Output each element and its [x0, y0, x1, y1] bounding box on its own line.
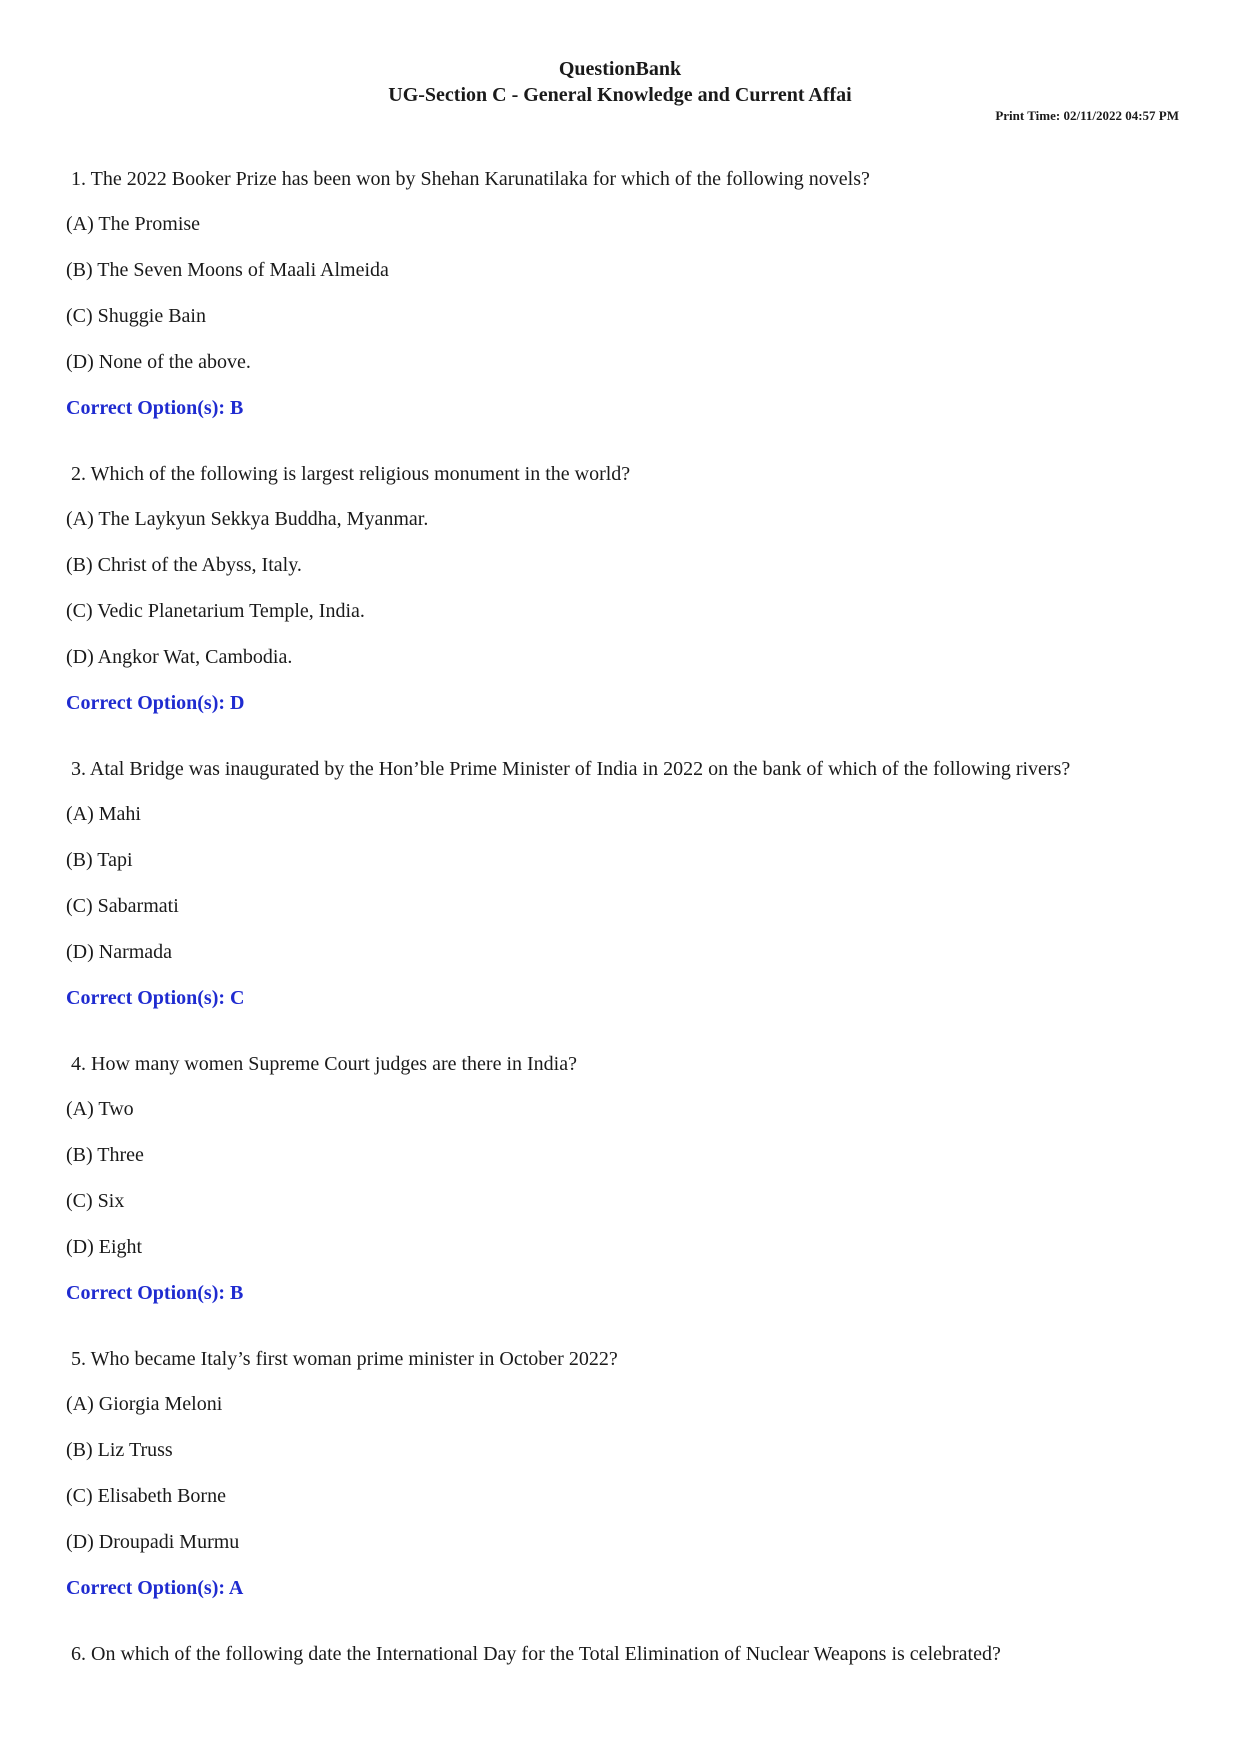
option-a: (A) Giorgia Meloni — [66, 1393, 223, 1415]
question-text: 4. How many women Supreme Court judges are there in India? — [71, 1053, 577, 1075]
option-c: (C) Six — [66, 1190, 125, 1212]
option-c: (C) Vedic Planetarium Temple, India. — [66, 600, 365, 622]
question-text: 6. On which of the following date the International Day for the Total Elimination of Nuclear Weapons is celebrated? — [71, 1643, 1001, 1665]
option-b: (B) Three — [66, 1144, 144, 1166]
option-b: (B) Liz Truss — [66, 1439, 173, 1461]
question-2 — [66, 461, 1186, 716]
page-title: QuestionBank — [558, 58, 682, 80]
question-6 — [66, 1641, 1186, 1667]
question-4 — [66, 1051, 1186, 1306]
option-b: (B) Tapi — [66, 849, 133, 871]
option-c: (C) Sabarmati — [66, 895, 179, 917]
option-b: (B) The Seven Moons of Maali Almeida — [66, 259, 389, 281]
question-list — [66, 166, 1186, 1686]
option-a: (A) The Laykyun Sekkya Buddha, Myanmar. — [66, 508, 429, 530]
question-text: 5. Who became Italy’s first woman prime minister in October 2022? — [71, 1348, 618, 1370]
option-d: (D) Droupadi Murmu — [66, 1531, 240, 1553]
correct-option: Correct Option(s): B — [66, 397, 244, 419]
correct-option: Correct Option(s): D — [66, 692, 245, 714]
correct-option: Correct Option(s): C — [66, 987, 245, 1009]
question-1 — [66, 166, 1186, 421]
page-subtitle: UG-Section C - General Knowledge and Current Affai — [388, 84, 852, 106]
question-text: 1. The 2022 Booker Prize has been won by Shehan Karunatilaka for which of the following novels? — [71, 168, 870, 190]
correct-option: Correct Option(s): B — [66, 1282, 244, 1304]
option-a: (A) The Promise — [66, 213, 201, 235]
option-a: (A) Two — [66, 1098, 134, 1120]
option-b: (B) Christ of the Abyss, Italy. — [66, 554, 302, 576]
question-5 — [66, 1346, 1186, 1601]
option-d: (D) Angkor Wat, Cambodia. — [66, 646, 293, 668]
question-text: 2. Which of the following is largest religious monument in the world? — [71, 463, 631, 485]
option-c: (C) Shuggie Bain — [66, 305, 206, 327]
question-text: 3. Atal Bridge was inaugurated by the Hon’ble Prime Minister of India in 2022 on the bank of which of the following rivers? — [71, 758, 1071, 780]
option-c: (C) Elisabeth Borne — [66, 1485, 226, 1507]
option-d: (D) None of the above. — [66, 351, 251, 373]
option-d: (D) Eight — [66, 1236, 143, 1258]
print-time: Print Time: 02/11/2022 04:57 PM — [995, 108, 1179, 123]
correct-option: Correct Option(s): A — [66, 1577, 244, 1599]
question-3 — [66, 756, 1186, 1011]
option-a: (A) Mahi — [66, 803, 141, 825]
option-d: (D) Narmada — [66, 941, 173, 963]
